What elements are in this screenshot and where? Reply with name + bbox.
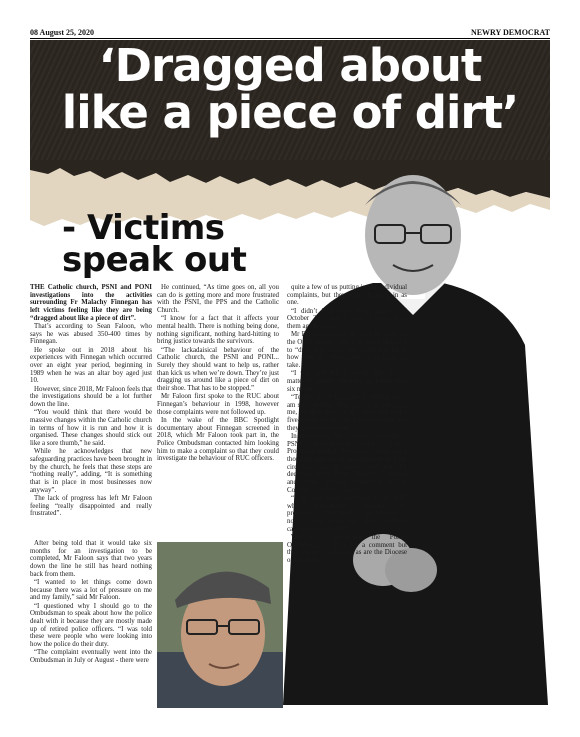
article-paragraph: quite a few of us putting in our individual complaints, but they were all going in as one. <box>287 284 407 307</box>
article-paragraph: “To this day I have heard nothing and I am still pushing. They are yet to interview me, all they have is my complaint and a five-minute phone call acknowledging that they got my complaint.” <box>287 393 407 432</box>
article-paragraph: Mr Faloon says that in when he spoke to the Ombudsman’s office he urged them not to “drag their heels” and wanted to know how long the investigation was going to take. <box>287 331 407 370</box>
article-paragraph: “Nine files were submitted to the PPS who subsequently directed no prosecution.“The decision on whether or not to pursue prosecution in any criminal case rests with the PPS.” <box>287 494 407 533</box>
article-paragraph: “You would think that there would be massive changes within the Catholic church in terms of how it is run and how it is organised. These changes should stick out like a sore thumb,” he said. <box>30 409 152 448</box>
victim-photo <box>157 542 283 708</box>
headline: ‘Dragged about like a piece of dirt’ <box>61 39 519 139</box>
article-paragraph: “I was told that it would take only a matter of months, definitely no longer than six months. <box>287 370 407 393</box>
article-paragraph: “I didn’t hear from them again until October 2018 and I haven’t heard from them again since.” <box>287 307 407 331</box>
article-column-3 <box>287 284 407 594</box>
article-paragraph: In the wake of the BBC Spotlight documentary about Finnegan screened in 2018, which Mr Faloon took part in, the Police Ombudsman contacted him looking him to make a complaint so that they could investigate the behaviour of RUC officers. <box>157 416 279 463</box>
article-paragraph: “I know for a fact that it affects your mental health. There is nothing being done, nothing significant, nothing hard-hitting to bring justice towards the survivors. <box>157 315 279 346</box>
article-paragraph: He spoke out in 2018 about his experiences with Finnegan which occurred over an eight year period, beginning in 1989 when he was an altar boy aged just 10. <box>30 346 152 385</box>
article-paragraph: Mr Faloon first spoke to the RUC about Finnegan’s behaviour in 1998, however those complaints were not followed up. <box>157 393 279 416</box>
article-paragraph: However, since 2018, Mr Faloon feels that the investigations should be a lot further down the line. <box>30 385 152 409</box>
subheadline: - Victims speak out <box>62 208 247 280</box>
article-paragraph: After being told that it would take six months for an investigation to be completed, Mr Faloon says that two years down the line he still has heard nothing back from them. <box>30 540 152 578</box>
folio-date: 08 August 25, 2020 <box>30 28 95 37</box>
article-paragraph: That’s according to Sean Faloon, who says he was abused 350-400 times by Finnegan. <box>30 323 152 346</box>
article-paragraph: We also approached the Police Ombudsman’s office for a comment but they are yet to respond, as are the Diocese of Dromore. <box>287 534 407 565</box>
article-paragraph: “The lackadaisical behaviour of the Catholic church, the PSNI and PONI... Surely they should want to help us, rather than kick us when we’re down. They’re just dragging us around like a piece of dirt on their shoe. That has to be stopped.” <box>157 346 279 393</box>
folio-masthead: NEWRY DEMOCRAT <box>470 28 550 37</box>
article-paragraph: He continued, “As time goes on, all you can do is getting more and more frustrated with the PSNI, the PPS and the Catholic Church. <box>157 284 279 315</box>
article-paragraph: “The complaint eventually went into the Ombudsman in July or August - there were <box>30 649 152 665</box>
article-paragraph: In response to Mr Faloon’s comments, a PSNI spokesperson said, “Public Protection Branch detectives carried out a thorough and robust investigation into the circumstances of abuse committed by deceased priest Father Malachy Finnegan and other persons connected to St Colman’s College, Newry. <box>287 432 407 494</box>
article-column-1-continued <box>30 540 152 710</box>
article-paragraph: The lack of progress has left Mr Faloon feeling “really disappointed and really frustrated”. <box>30 494 152 518</box>
article-paragraph: While he acknowledges that new safeguarding practices have been brought in by the church, he feels that these steps are “nothing really”, adding, “It is something that is in place in most businesses now anyway”. <box>30 448 152 494</box>
article-paragraph: “I questioned why I should go to the Ombudsman to speak about how the police dealt with it because they are mostly made up of retired police officers. “I was told these were people who were looking into how the police do their duty. <box>30 602 152 649</box>
article-column-1 <box>30 284 152 540</box>
article-paragraph: “I wanted to let things come down because there was a lot of pressure on me and my family,” said Mr Faloon. <box>30 579 152 602</box>
article-column-2 <box>157 284 279 540</box>
article-lede: THE Catholic church, PSNI and PONI investigations into the activities surrounding Fr Malachy Finnegan has left victims feeling like they are being “dragged about like a piece of dirt”. <box>30 284 152 322</box>
